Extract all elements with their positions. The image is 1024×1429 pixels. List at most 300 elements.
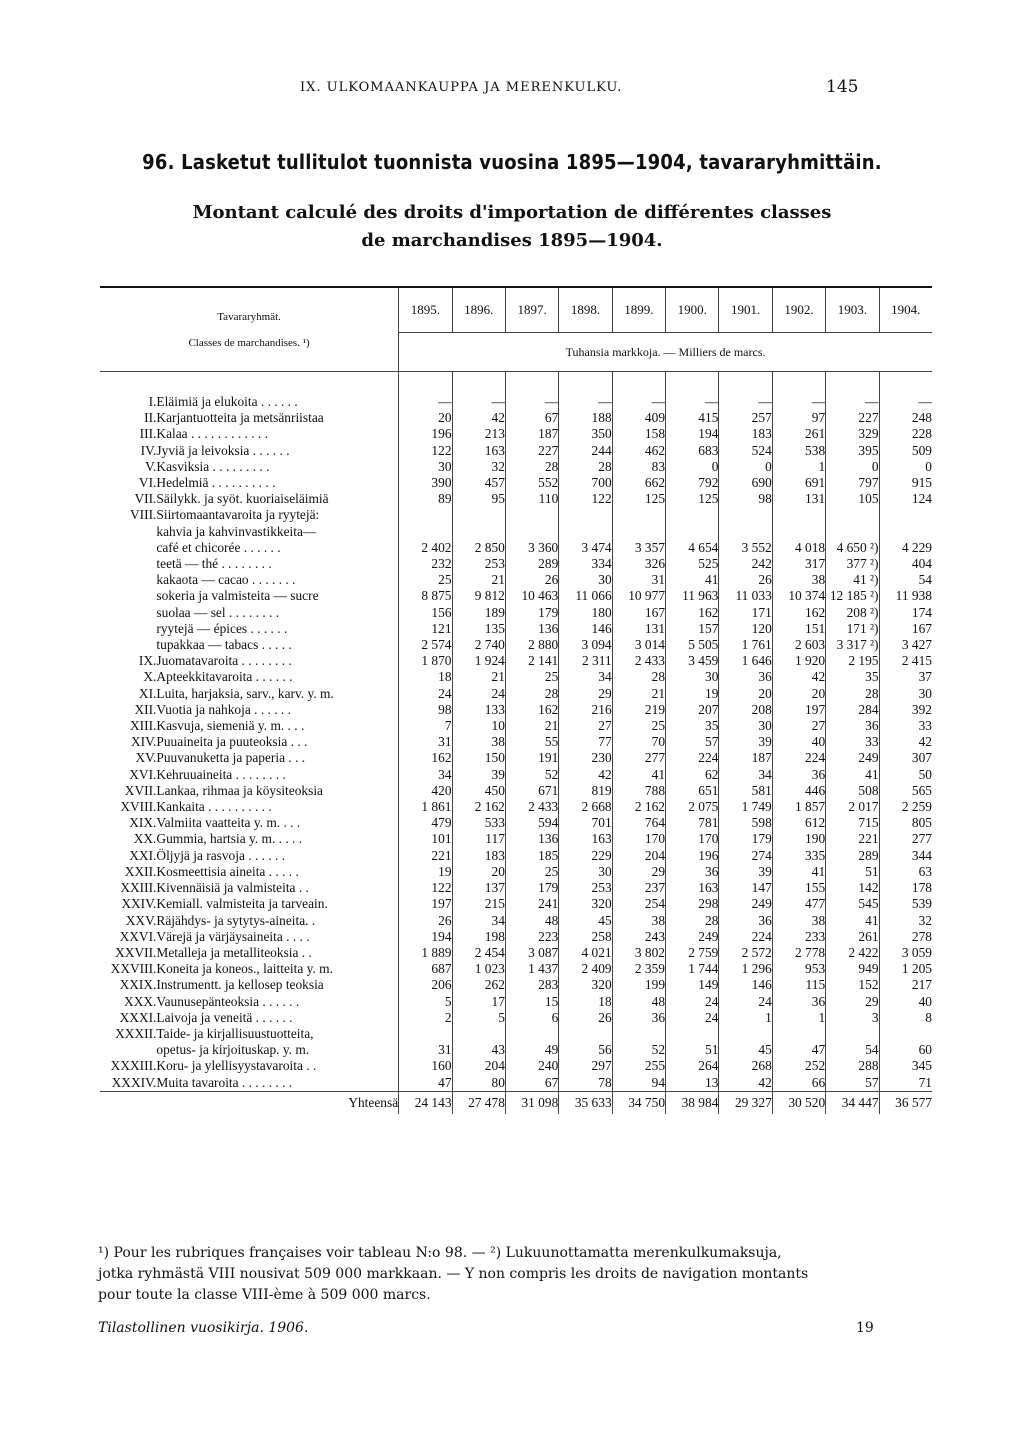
table-row	[100, 815, 932, 831]
table-row	[100, 443, 932, 459]
cell-value: 162	[505, 702, 558, 718]
cell-value: 0	[879, 459, 932, 475]
cell-value: 38	[772, 913, 825, 929]
cell-value	[559, 507, 612, 523]
table-row	[100, 588, 932, 604]
cell-value: 36	[612, 1010, 665, 1026]
cell-value: 4 229	[879, 540, 932, 556]
cell-value: 21	[452, 572, 505, 588]
cell-value: 142	[826, 880, 879, 896]
year-header: 1903.	[826, 287, 879, 333]
cell-value: 36	[772, 994, 825, 1010]
row-number: II.	[144, 410, 157, 426]
cell-value: 183	[719, 426, 772, 442]
row-label: Metalleja ja metalliteoksia . .	[156, 944, 312, 960]
cell-value: 662	[612, 475, 665, 491]
cell-value: 415	[666, 410, 719, 426]
cell-value: 3 094	[559, 637, 612, 653]
cell-value: 136	[505, 831, 558, 847]
row-label: Siirtomaantavaroita ja ryytejä:	[156, 507, 320, 523]
cell-value: 42	[452, 410, 505, 426]
cell-value: 3 360	[505, 540, 558, 556]
cell-value	[826, 507, 879, 523]
cell-value: 30	[666, 669, 719, 685]
cell-value: —	[399, 394, 452, 410]
cell-value: 42	[879, 734, 932, 750]
row-label: Kalaa . . . . . . . . . . . .	[156, 426, 268, 442]
cell-value: 32	[452, 459, 505, 475]
cell-value: 42	[559, 767, 612, 783]
cell-value: 690	[719, 475, 772, 491]
statistics-table	[100, 286, 932, 1114]
row-label: Kosmeettisia aineita . . . . .	[156, 863, 299, 879]
table-row	[100, 831, 932, 847]
row-label: Eläimiä ja elukoita . . . . . .	[156, 394, 298, 409]
footer-publication: Tilastollinen vuosikirja. 1906.	[98, 1320, 309, 1336]
cell-value: 2 603	[772, 637, 825, 653]
cell-value: 2 195	[826, 653, 879, 669]
cell-value: 160	[399, 1058, 452, 1074]
cell-value: 594	[505, 815, 558, 831]
cell-value: 2 409	[559, 961, 612, 977]
cell-value: 39	[719, 734, 772, 750]
table-row	[100, 896, 932, 912]
cell-value	[505, 1026, 558, 1042]
cell-value: 450	[452, 783, 505, 799]
cell-value: 2 311	[559, 653, 612, 669]
cell-value: 227	[826, 410, 879, 426]
cell-value: 524	[719, 443, 772, 459]
row-label: kahvia ja kahvinvastikkeita—	[156, 523, 317, 539]
total-value: 34 750	[612, 1091, 665, 1114]
page-header	[0, 77, 1024, 104]
table-row	[100, 1058, 932, 1074]
row-number: XI.	[138, 685, 157, 701]
cell-value: 345	[879, 1058, 932, 1074]
cell-value: 20	[772, 686, 825, 702]
group-header-cell	[100, 287, 399, 372]
cell-value: 146	[559, 621, 612, 637]
cell-value: 21	[452, 669, 505, 685]
cell-value: 48	[505, 913, 558, 929]
row-label: suolaa — sel . . . . . . . .	[156, 604, 280, 620]
row-number: XXVII.	[115, 944, 157, 960]
row-label: café et chicorée . . . . . .	[156, 539, 281, 555]
cell-value: 792	[666, 475, 719, 491]
total-value: 29 327	[719, 1091, 772, 1114]
total-value: 34 447	[826, 1091, 879, 1114]
row-number: VII.	[134, 491, 157, 507]
cell-value: 20	[399, 410, 452, 426]
cell-value: 19	[666, 686, 719, 702]
table-title: 96. Lasketut tullitulot tuonnista vuosina 1895—1904, tavararyhmittäin.	[142, 150, 882, 174]
cell-value: 404	[879, 556, 932, 572]
cell-value: 41	[826, 913, 879, 929]
row-number: X.	[143, 669, 157, 685]
cell-value: 420	[399, 783, 452, 799]
cell-value: 228	[879, 426, 932, 442]
cell-value: 89	[399, 491, 452, 507]
table-row	[100, 475, 932, 491]
table-row	[100, 961, 932, 977]
cell-value: 320	[559, 977, 612, 993]
cell-value: 805	[879, 815, 932, 831]
cell-value: 41 ²)	[826, 572, 879, 588]
cell-value: 2 880	[505, 637, 558, 653]
table-subtitle-line-2: de marchandises 1895—1904.	[361, 230, 663, 251]
cell-value	[399, 1026, 452, 1042]
cell-value: 163	[452, 443, 505, 459]
cell-value: 150	[452, 750, 505, 766]
table-row	[100, 702, 932, 718]
cell-value: 2 433	[612, 653, 665, 669]
cell-value: 701	[559, 815, 612, 831]
cell-value: 700	[559, 475, 612, 491]
cell-value: 28	[505, 459, 558, 475]
cell-value: 121	[399, 621, 452, 637]
total-value: 38 984	[666, 1091, 719, 1114]
cell-value: 62	[666, 767, 719, 783]
cell-value: 45	[719, 1042, 772, 1058]
cell-value: 135	[452, 621, 505, 637]
table-row	[100, 880, 932, 896]
cell-value: 277	[879, 831, 932, 847]
row-label: Puuaineita ja puuteoksia . . .	[156, 734, 308, 750]
table-row	[100, 977, 932, 993]
cell-value: 34	[399, 767, 452, 783]
cell-value	[879, 524, 932, 540]
cell-value: 3 552	[719, 540, 772, 556]
row-label: Instrumentt. ja kellosep teoksia	[156, 977, 324, 993]
cell-value: 268	[719, 1058, 772, 1074]
table-row	[100, 394, 932, 410]
row-number: XXV.	[125, 912, 157, 928]
cell-value: 240	[505, 1058, 558, 1074]
row-number: XVI.	[129, 766, 157, 782]
row-number: XXIV.	[121, 896, 157, 912]
cell-value: 197	[772, 702, 825, 718]
header-spacer-row	[100, 372, 932, 395]
footer-page-number: 19	[856, 1320, 874, 1336]
cell-value: 2	[399, 1010, 452, 1026]
cell-value: 224	[666, 750, 719, 766]
cell-value: 24	[452, 686, 505, 702]
cell-value: 40	[772, 734, 825, 750]
cell-value: 122	[399, 880, 452, 896]
cell-value: 288	[826, 1058, 879, 1074]
cell-value: 52	[612, 1042, 665, 1058]
row-number	[100, 1042, 156, 1058]
cell-value: 56	[559, 1042, 612, 1058]
cell-value: 19	[399, 864, 452, 880]
row-number: I.	[148, 394, 157, 409]
cell-value: 10 977	[612, 588, 665, 604]
cell-value: 204	[452, 1058, 505, 1074]
cell-value: 158	[612, 426, 665, 442]
cell-value: 1	[772, 459, 825, 475]
cell-value: 2 402	[399, 540, 452, 556]
cell-value: 38	[612, 913, 665, 929]
cell-value: 715	[826, 815, 879, 831]
cell-value: 28	[505, 686, 558, 702]
cell-value: 105	[826, 491, 879, 507]
cell-value: 41	[612, 767, 665, 783]
row-number: XIII.	[130, 718, 157, 734]
cell-value: 57	[826, 1075, 879, 1092]
row-number	[100, 572, 156, 588]
cell-value: 2 778	[772, 945, 825, 961]
cell-value: 30	[879, 686, 932, 702]
cell-value: —	[452, 394, 505, 410]
cell-value: 37	[879, 669, 932, 685]
cell-value: 41	[666, 572, 719, 588]
cell-value	[719, 1026, 772, 1042]
cell-value: 232	[399, 556, 452, 572]
cell-value: 243	[612, 929, 665, 945]
cell-value: 51	[666, 1042, 719, 1058]
row-label: Kehruuaineita . . . . . . . .	[156, 766, 286, 782]
cell-value: 36	[666, 864, 719, 880]
cell-value: 3 317 ²)	[826, 637, 879, 653]
unit-label: Tuhansia markkoja. — Milliers de marcs.	[399, 333, 932, 372]
table-row	[100, 1026, 932, 1042]
row-label: Karjantuotteita ja metsänriistaa	[156, 410, 324, 426]
row-label: Kasvuja, siemeniä y. m. . . .	[156, 718, 305, 734]
year-header: 1900.	[666, 287, 719, 333]
row-number: III.	[139, 426, 157, 442]
cell-value: 819	[559, 783, 612, 799]
cell-value	[772, 524, 825, 540]
cell-value	[559, 524, 612, 540]
cell-value: 3 014	[612, 637, 665, 653]
cell-value: 133	[452, 702, 505, 718]
cell-value: 1 749	[719, 799, 772, 815]
cell-value: 21	[505, 718, 558, 734]
cell-value: 199	[612, 977, 665, 993]
group-label-fi: Tavararyhmät.	[217, 310, 281, 323]
row-number: XXX.	[124, 993, 157, 1009]
cell-value: 207	[666, 702, 719, 718]
cell-value: 329	[826, 426, 879, 442]
cell-value	[826, 1026, 879, 1042]
row-number: VIII.	[130, 507, 157, 523]
cell-value: 764	[612, 815, 665, 831]
cell-value: 224	[719, 929, 772, 945]
cell-value	[559, 1026, 612, 1042]
row-label: tupakkaa — tabacs . . . . .	[156, 637, 292, 653]
cell-value: 146	[719, 977, 772, 993]
cell-value: 2 359	[612, 961, 665, 977]
cell-value: 283	[505, 977, 558, 993]
table-row	[100, 540, 932, 556]
table-row	[100, 1010, 932, 1026]
row-number	[100, 588, 156, 604]
cell-value: 17	[452, 994, 505, 1010]
cell-value: 25	[505, 864, 558, 880]
total-value: 24 143	[399, 1091, 452, 1114]
cell-value: 227	[505, 443, 558, 459]
cell-value: 115	[772, 977, 825, 993]
cell-value	[399, 507, 452, 523]
cell-value: 110	[505, 491, 558, 507]
cell-value: 174	[879, 605, 932, 621]
cell-value: 3 087	[505, 945, 558, 961]
year-header: 1896.	[452, 287, 505, 333]
cell-value: 208 ²)	[826, 605, 879, 621]
cell-value: 67	[505, 1075, 558, 1092]
cell-value	[505, 507, 558, 523]
total-value: 35 633	[559, 1091, 612, 1114]
cell-value: 178	[879, 880, 932, 896]
cell-value: 11 033	[719, 588, 772, 604]
cell-value: 1 023	[452, 961, 505, 977]
cell-value	[666, 1026, 719, 1042]
cell-value: 47	[399, 1075, 452, 1092]
cell-value: 2 759	[666, 945, 719, 961]
total-value: 30 520	[772, 1091, 825, 1114]
cell-value: 136	[505, 621, 558, 637]
cell-value: 162	[772, 605, 825, 621]
cell-value: 5 505	[666, 637, 719, 653]
cell-value: 241	[505, 896, 558, 912]
cell-value: 162	[399, 750, 452, 766]
cell-value: 21	[612, 686, 665, 702]
cell-value: 167	[612, 605, 665, 621]
cell-value: —	[719, 394, 772, 410]
cell-value: 27	[772, 718, 825, 734]
cell-value: 34	[452, 913, 505, 929]
year-header: 1895.	[399, 287, 452, 333]
cell-value	[666, 524, 719, 540]
cell-value: 11 963	[666, 588, 719, 604]
cell-value: 188	[559, 410, 612, 426]
cell-value: 249	[666, 929, 719, 945]
cell-value: 508	[826, 783, 879, 799]
cell-value: 194	[666, 426, 719, 442]
cell-value: 10 463	[505, 588, 558, 604]
year-header-row	[100, 287, 932, 333]
cell-value: 77	[559, 734, 612, 750]
cell-value: 18	[559, 994, 612, 1010]
row-number: XII.	[134, 701, 157, 717]
cell-value: 30	[399, 459, 452, 475]
row-label: Kemiall. valmisteita ja tarveain.	[156, 896, 328, 912]
row-label: Vaunusepänteoksia . . . . . .	[156, 993, 300, 1009]
cell-value: 229	[559, 848, 612, 864]
cell-value: 185	[505, 848, 558, 864]
cell-value: 253	[452, 556, 505, 572]
cell-value: 26	[719, 572, 772, 588]
cell-value: 10 374	[772, 588, 825, 604]
cell-value: 31	[399, 1042, 452, 1058]
cell-value: 125	[666, 491, 719, 507]
row-number	[100, 605, 156, 621]
cell-value: 651	[666, 783, 719, 799]
row-label: Jyviä ja leivoksia . . . . . .	[156, 442, 290, 458]
cell-value: 533	[452, 815, 505, 831]
cell-value: 24	[399, 686, 452, 702]
cell-value: 274	[719, 848, 772, 864]
cell-value: 284	[826, 702, 879, 718]
cell-value: 671	[505, 783, 558, 799]
table-row	[100, 945, 932, 961]
cell-value: 1 205	[879, 961, 932, 977]
cell-value: 5	[399, 994, 452, 1010]
cell-value: 191	[505, 750, 558, 766]
cell-value: 60	[879, 1042, 932, 1058]
cell-value: 223	[505, 929, 558, 945]
cell-value: 190	[772, 831, 825, 847]
cell-value: 179	[505, 605, 558, 621]
cell-value: 40	[879, 994, 932, 1010]
cell-value: 24	[666, 1010, 719, 1026]
cell-value: 45	[559, 913, 612, 929]
cell-value: 2 668	[559, 799, 612, 815]
cell-value: 30	[559, 864, 612, 880]
cell-value: 320	[559, 896, 612, 912]
cell-value: 2 574	[399, 637, 452, 653]
table-row	[100, 491, 932, 507]
cell-value: 137	[452, 880, 505, 896]
cell-value: 29	[612, 864, 665, 880]
row-label: Luita, harjaksia, sarv., karv. y. m.	[156, 685, 334, 701]
cell-value: 552	[505, 475, 558, 491]
cell-value: 204	[612, 848, 665, 864]
cell-value: 26	[399, 913, 452, 929]
cell-value: 687	[399, 961, 452, 977]
cell-value: 196	[399, 426, 452, 442]
cell-value: 335	[772, 848, 825, 864]
cell-value: 217	[879, 977, 932, 993]
cell-value: 28	[666, 913, 719, 929]
cell-value: 18	[399, 669, 452, 685]
cell-value: 477	[772, 896, 825, 912]
cell-value: 38	[772, 572, 825, 588]
table-row	[100, 848, 932, 864]
cell-value: 1 889	[399, 945, 452, 961]
total-value: 31 098	[505, 1091, 558, 1114]
cell-value: 8 875	[399, 588, 452, 604]
row-label: kakaota — cacao . . . . . . .	[156, 572, 296, 588]
cell-value: 1	[719, 1010, 772, 1026]
footnote-line-2: jotka ryhmästä VIII nousivat 509 000 markkaan. — Y non compris les droits de navigation montants	[98, 1266, 809, 1282]
cell-value: 54	[826, 1042, 879, 1058]
cell-value	[612, 524, 665, 540]
cell-value: 42	[772, 669, 825, 685]
cell-value: 2 162	[612, 799, 665, 815]
cell-value: 230	[559, 750, 612, 766]
cell-value: 1 920	[772, 653, 825, 669]
cell-value: 395	[826, 443, 879, 459]
footnote-line-1: ¹) Pour les rubriques françaises voir tableau N:o 98. — ²) Lukuunottamatta merenkulkumaksuja,	[98, 1245, 782, 1261]
row-number: XIX.	[129, 815, 157, 831]
row-number: XXVI.	[119, 928, 157, 944]
cell-value	[879, 507, 932, 523]
table-row	[100, 605, 932, 621]
cell-value: 187	[505, 426, 558, 442]
cell-value: 2 162	[452, 799, 505, 815]
cell-value: 3 802	[612, 945, 665, 961]
table-row	[100, 994, 932, 1010]
cell-value: 278	[879, 929, 932, 945]
cell-value: 155	[772, 880, 825, 896]
cell-value: 38	[452, 734, 505, 750]
cell-value: 189	[452, 605, 505, 621]
cell-value: 98	[719, 491, 772, 507]
cell-value: 9 812	[452, 588, 505, 604]
cell-value: 171	[719, 605, 772, 621]
cell-value: 131	[772, 491, 825, 507]
